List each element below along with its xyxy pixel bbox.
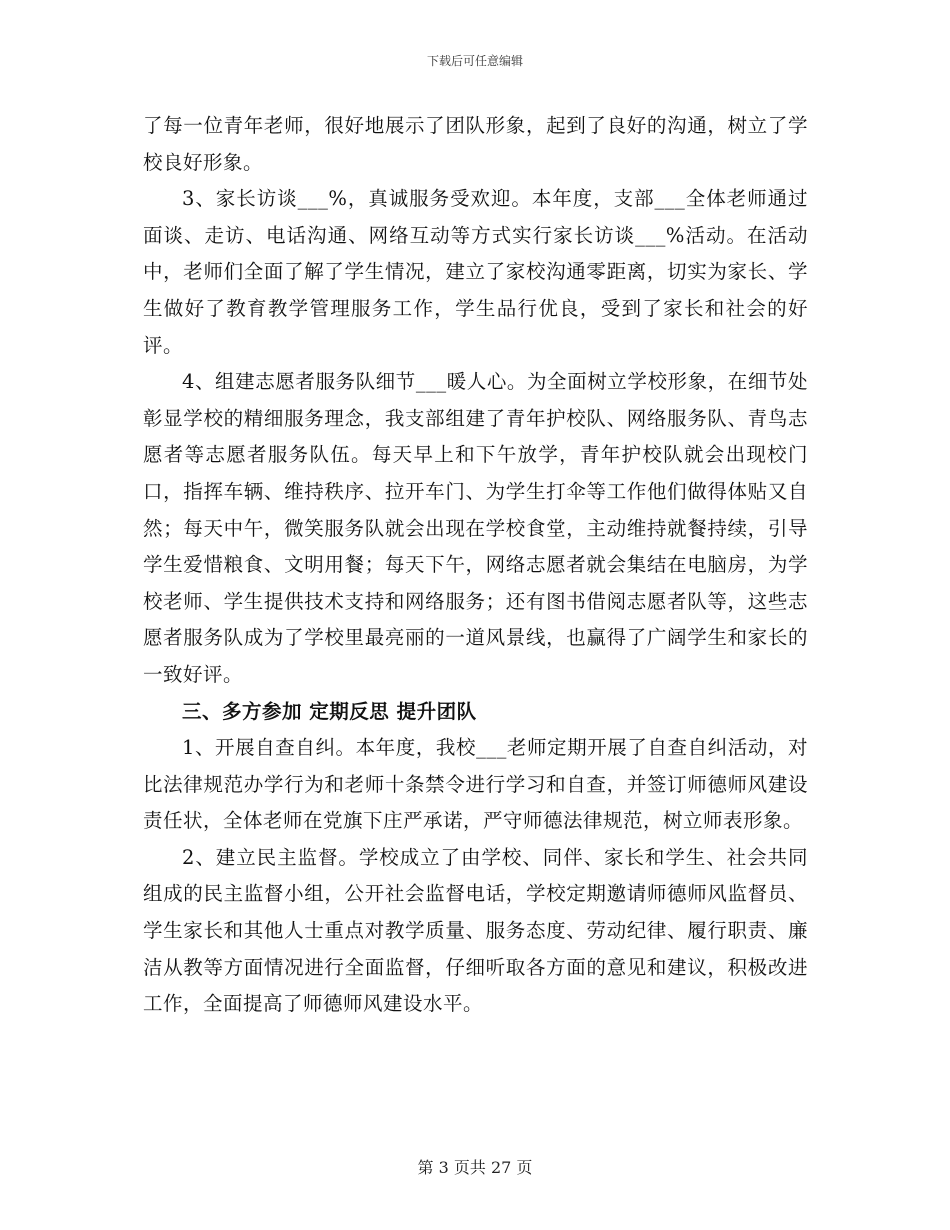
paragraph-continuation: 了每一位青年老师，很好地展示了团队形象，起到了良好的沟通，树立了学校良好形象。 — [143, 114, 808, 174]
page-header: 下载后可任意编辑 — [426, 54, 523, 68]
document-body — [143, 108, 808, 1023]
page-footer: 第 3 页共 27 页 — [417, 1158, 533, 1177]
paragraph-parent-interviews: 3、家长访谈___%，真诚服务受欢迎。本年度，支部___全体老师通过面谈、走访、电话沟通、网络互动等方式实行家长访谈___%活动。在活动中，老师们全面了解了学生情况，建立了家校沟通零距离，切实为家长、学生做好了教育教学管理服务工作，学生品行优良，受到了家长和社会的好评。 — [143, 187, 808, 357]
paragraph-democratic-supervision: 2、建立民主监督。学校成立了由学校、同伴、家长和学生、社会共同组成的民主监督小组，公开社会监督电话，学校定期邀请师德师风监督员、学生家长和其他人士重点对教学质量、服务态度、劳动纪律、履行职责、廉洁从教等方面情况进行全面监督，仔细听取各方面的意见和建议，积极改进工作，全面提高了师德师风建设水平。 — [143, 845, 808, 1016]
paragraph-self-inspection: 1、开展自查自纠。本年度，我校___老师定期开展了自查自纠活动，对比法律规范办学行为和老师十条禁令进行学习和自查，并签订师德师风建设责任状，全体老师在党旗下庄严承诺，严守师德法律规范，树立师表形象。 — [143, 736, 808, 833]
paragraph-volunteer-teams: 4、组建志愿者服务队细节___暖人心。为全面树立学校形象，在细节处彰显学校的精细服务理念，我支部组建了青年护校队、网络服务队、青鸟志愿者等志愿者服务队伍。每天早上和下午放学，青年护校队就会出现校门口，指挥车辆、维持秩序、拉开车门、为学生打伞等工作他们做得体贴又自然；每天中午，微笑服务队就会出现在学校食堂，主动维持就餐持续，引导学生爱惜粮食、文明用餐；每天下午，网络志愿者就会集结在电脑房，为学校老师、学生提供技术支持和网络服务；还有图书借阅志愿者队等，这些志愿者服务队成为了学校里最亮丽的一道风景线，也赢得了广阔学生和家长的一致好评。 — [143, 370, 808, 686]
section-heading: 三、多方参加 定期反思 提升团队 — [182, 699, 477, 723]
